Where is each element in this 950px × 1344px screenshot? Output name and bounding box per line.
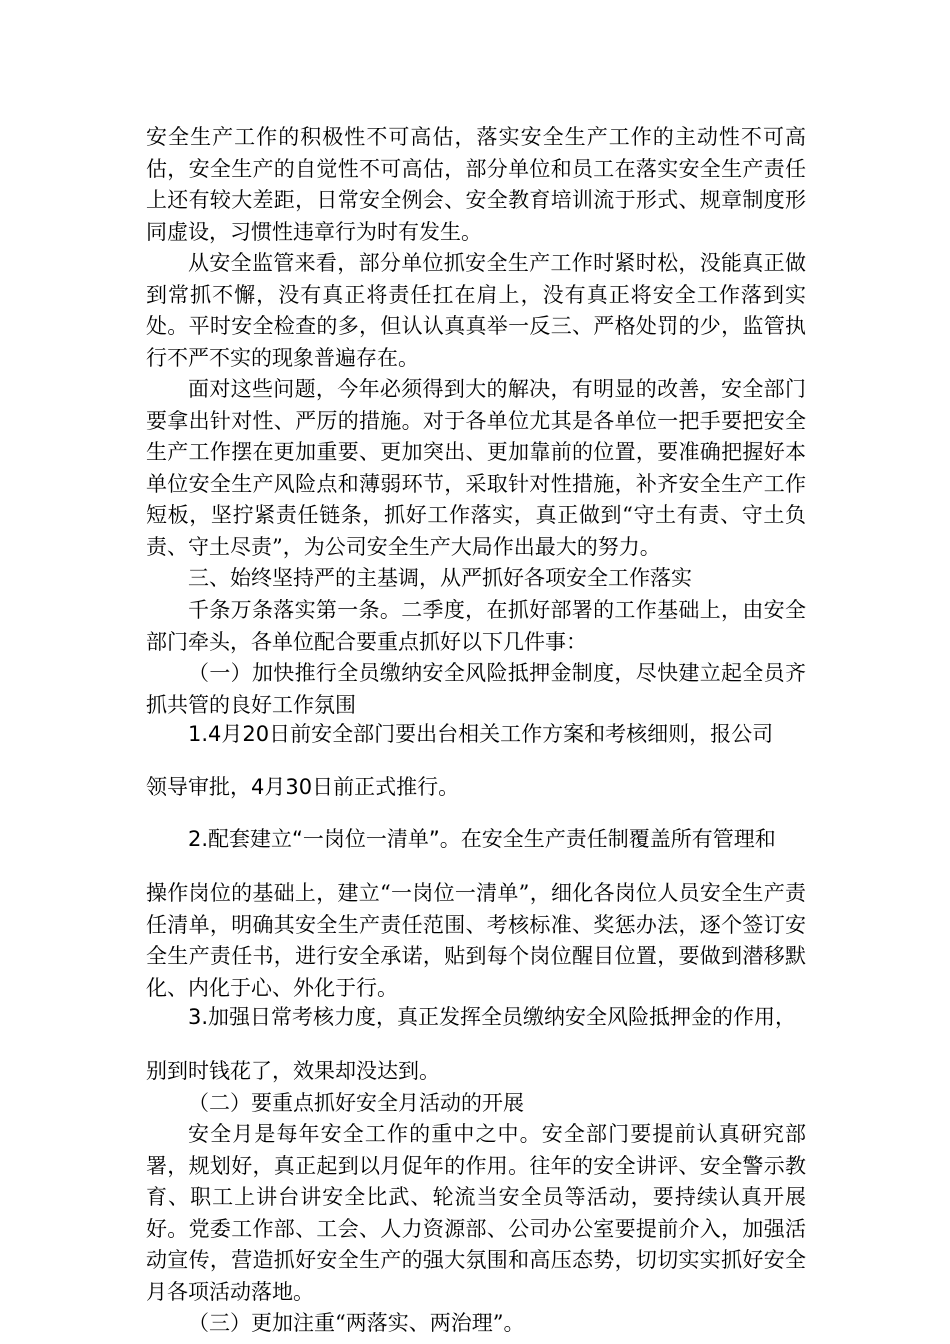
list-item-3-line-1: 3.加强日常考核力度，真正发挥全员缴纳安全风险抵押金的作用， xyxy=(188,1005,797,1029)
list-item-1-line-1: 1.4月20日前安全部门要出台相关工作方案和考核细则，报公司 xyxy=(188,722,774,746)
paragraph-2: 从安全监管来看，部分单位抓安全生产工作时紧时松，没能真正做到常抓不懈，没有真正将责任扛在肩上，没有真正将安全工作落到实处。平时安全检查的多，但认认真真举一反三、严格处罚的少，监管执行不严不实的现象普遍存在。 xyxy=(146,251,806,370)
paragraph-3: 面对这些问题，今年必须得到大的解决，有明显的改善，安全部门要拿出针对性、严厉的措施。对于各单位尤其是各单位一把手要把安全生产工作摆在更加重要、更加突出、更加靠前的位置，要准确把握好本单位安全生产风险点和薄弱环节，采取针对性措施，补齐安全生产工作短板，坚拧紧责任链条，抓好工作落实，真正做到“守土有责、守土负责、守土尽责”，为公司安全生产大局作出最大的努力。 xyxy=(146,377,806,559)
list-item-2-line-1: 2.配套建立“一岗位一清单”。在安全生产责任制覆盖所有管理和 xyxy=(188,827,776,851)
subsection-heading-2: （二）要重点抓好安全月活动的开展 xyxy=(188,1091,524,1115)
list-item-1-line-2: 领导审批，4月30日前正式推行。 xyxy=(146,775,460,799)
section-heading-3: 三、始终坚持严的主基调，从严抓好各项安全工作落实 xyxy=(188,566,692,590)
subsection-heading-3: （三）更加注重“两落实、两治理”。 xyxy=(188,1311,525,1335)
list-item-2-body: 操作岗位的基础上，建立“一岗位一清单”，细化各岗位人员安全生产责任清单，明确其安全生产责任范围、考核标准、奖惩办法，逐个签订安全生产责任书，进行安全承诺，贴到每个岗位醒目位置，要做到潜移默化、内化于心、外化于行。 xyxy=(146,881,806,1000)
paragraph-5: 安全月是每年安全工作的重中之中。安全部门要提前认真研究部署，规划好，真正起到以月促年的作用。往年的安全讲评、安全警示教育、职工上讲台讲安全比武、轮流当安全员等活动，要持续认真开展好。党委工作部、工会、人力资源部、公司办公室要提前介入，加强活动宣传，营造抓好安全生产的强大氛围和高压态势，切切实实抓好安全月各项活动落地。 xyxy=(146,1122,806,1304)
subsection-heading-1: （一）加快推行全员缴纳安全风险抵押金制度，尽快建立起全员齐抓共管的良好工作氛围 xyxy=(146,661,806,717)
paragraph-1: 安全生产工作的积极性不可高估，落实安全生产工作的主动性不可高估，安全生产的自觉性不可高估，部分单位和员工在落实安全生产责任上还有较大差距，日常安全例会、安全教育培训流于形式、规章制度形同虚设，习惯性违章行为时有发生。 xyxy=(146,125,806,244)
list-item-3-line-2: 别到时钱花了，效果却没达到。 xyxy=(146,1059,440,1083)
paragraph-4: 千条万条落实第一条。二季度，在抓好部署的工作基础上，由安全部门牵头，各单位配合要重点抓好以下几件事： xyxy=(146,598,806,654)
